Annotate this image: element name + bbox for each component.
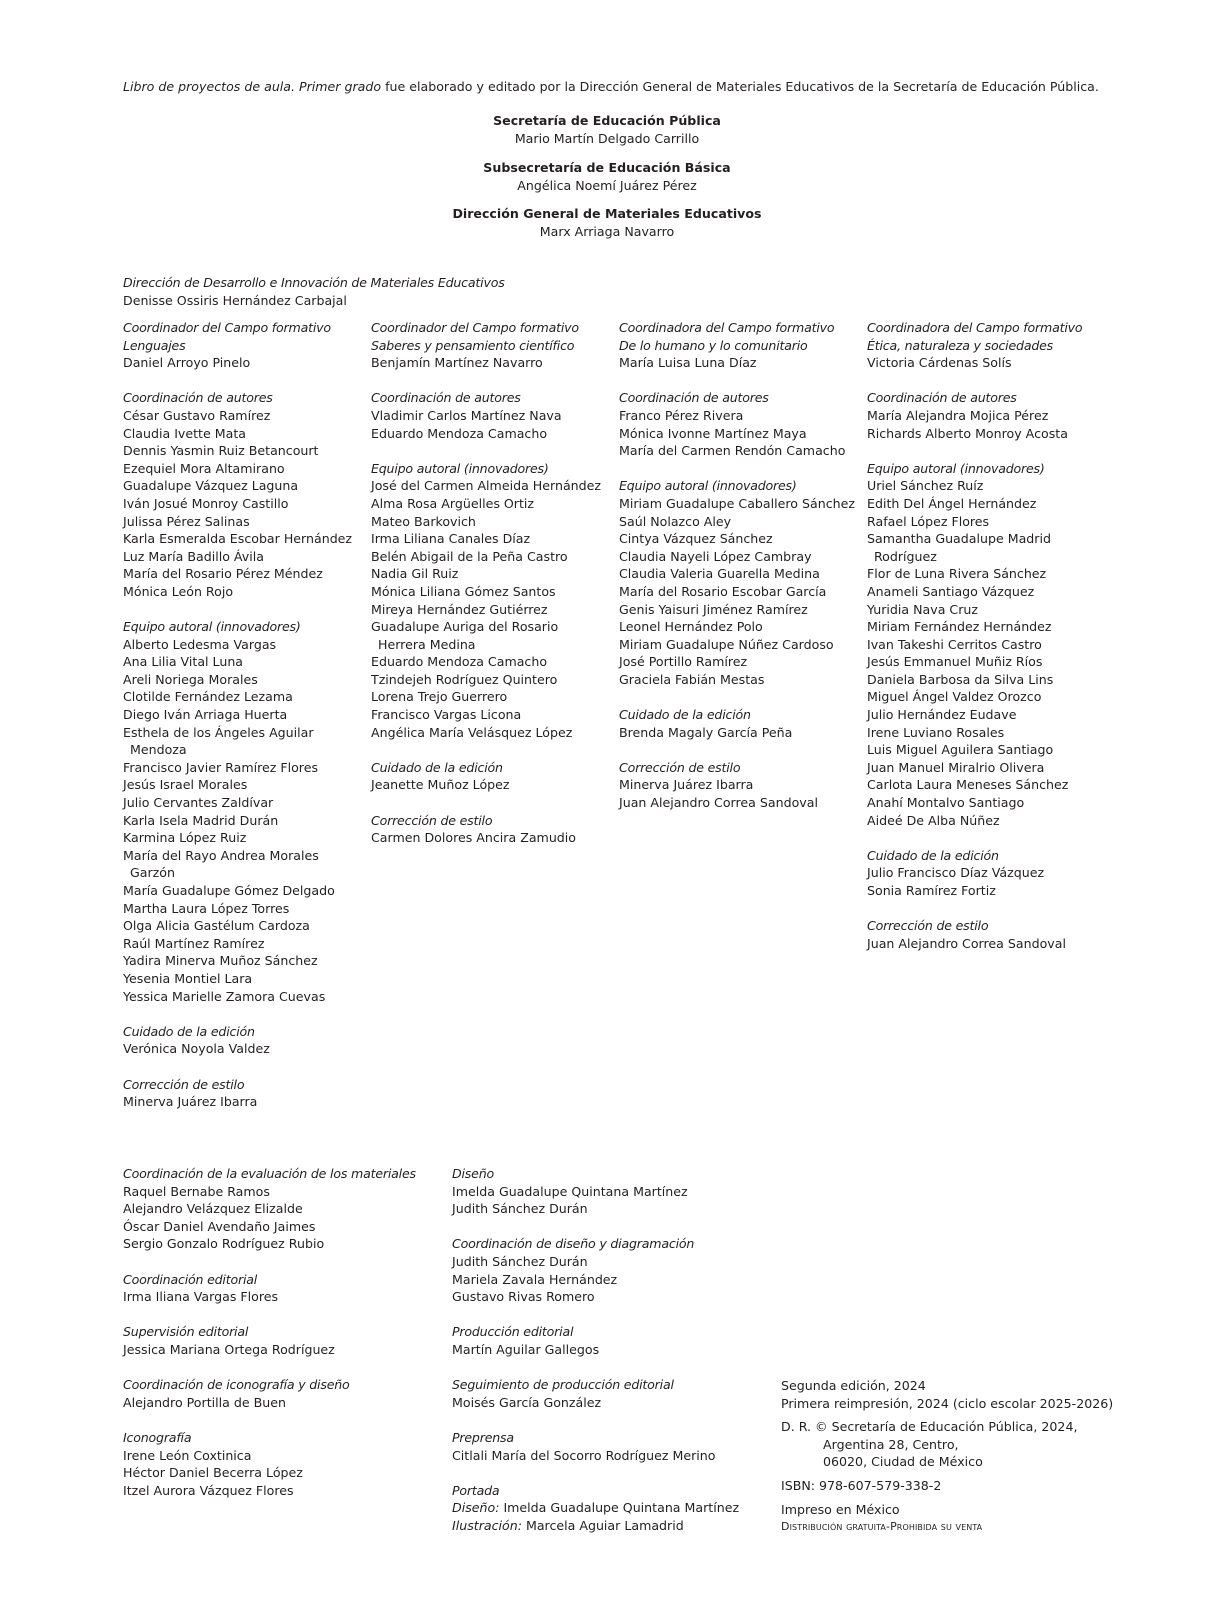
credit-name: Martha Laura López Torres	[123, 900, 290, 916]
intro-rest: fue elaborado y editado por la Dirección General de Materiales Educativos de la Secretaría de Educación Pública.	[381, 79, 1099, 94]
credit-name: Alejandro Portilla de Buen	[123, 1394, 286, 1410]
credit-name: Lorena Trejo Guerrero	[371, 689, 508, 705]
section-gap	[371, 372, 611, 390]
credit-name: Angélica María Velásquez López	[371, 724, 573, 740]
credit-name: César Gustavo Ramírez	[123, 407, 271, 423]
credit-label: Diseño:	[452, 1500, 500, 1516]
credit-name: Graciela Fabián Mestas	[619, 671, 765, 687]
credit-name: Mónica León Rojo	[123, 583, 234, 599]
credit-name: Karla Esmeralda Escobar Hernández	[123, 531, 353, 547]
credit-name: Anahí Montalvo Santiago	[867, 795, 1025, 811]
credit-name: Ezequiel Mora Altamirano	[123, 460, 285, 476]
role-heading: Cuidado de la edición	[867, 847, 999, 863]
labeled-credit	[452, 1499, 772, 1517]
credit-label: Ilustración:	[452, 1517, 522, 1533]
credit-name: Julio Francisco Díaz Vázquez	[867, 865, 1045, 881]
role-heading: Coordinación de autores	[371, 390, 521, 406]
role-heading: Equipo autoral (innovadores)	[867, 460, 1045, 476]
credit-name: Julio Cervantes Zaldívar	[123, 795, 274, 811]
role-heading: Cuidado de la edición	[371, 759, 503, 775]
role-heading: Coordinador del Campo formativo	[371, 320, 579, 335]
section-gap	[123, 1005, 363, 1023]
role-heading: Saberes y pensamiento científico	[371, 337, 575, 353]
credit-name: Eduardo Mendoza Camacho	[371, 654, 548, 670]
authority-person: Mario Martín Delgado Carrillo	[514, 130, 700, 146]
credit-name: Guadalupe Auriga del Rosario	[371, 619, 559, 635]
credit-name: Alberto Ledesma Vargas	[123, 636, 277, 652]
distribution-notice: Distribución gratuita-Prohibida su venta	[781, 1520, 983, 1534]
credit-name: María Guadalupe Gómez Delgado	[123, 883, 335, 898]
credit-name: Victoria Cárdenas Solís	[867, 355, 1012, 371]
credit-name: María del Rosario Pérez Méndez	[123, 566, 323, 582]
section-gap	[452, 1359, 772, 1377]
role-heading: Diseño	[452, 1166, 494, 1181]
credit-name: Mónica Ivonne Martínez Maya	[619, 425, 807, 441]
credit-name: Irene León Coxtinica	[123, 1447, 252, 1463]
credit-name: Jeanette Muñoz López	[371, 777, 510, 793]
credit-name: Esthela de los Ángeles Aguilar	[123, 724, 314, 740]
authority-sep	[0, 112, 1214, 147]
credit-name: Uriel Sánchez Ruíz	[867, 478, 984, 494]
credit-name: Ivan Takeshi Cerritos Castro	[867, 636, 1042, 652]
credit-name: Miriam Guadalupe Núñez Cardoso	[619, 636, 834, 652]
authority-dgme	[0, 205, 1214, 240]
credits-column-etica	[867, 319, 1107, 952]
role-heading: Equipo autoral (innovadores)	[371, 460, 549, 476]
reprint-line: Primera reimpresión, 2024 (ciclo escolar 2025-2026)	[781, 1395, 1114, 1411]
credit-name: Mireya Hernández Gutiérrez	[371, 601, 548, 617]
imprint-block	[781, 1377, 1113, 1536]
credits-bottom-middle	[452, 1165, 772, 1534]
section-gap	[123, 372, 363, 390]
credit-name: Juan Alejandro Correa Sandoval	[619, 795, 818, 811]
printed-line: Impreso en México	[781, 1501, 900, 1517]
role-heading: Lenguajes	[123, 337, 186, 353]
intro-statement	[123, 79, 1099, 94]
credit-name: Carmen Dolores Ancira Zamudio	[371, 830, 576, 846]
credit-name: Daniela Barbosa da Silva Lins	[867, 671, 1054, 687]
role-heading: Coordinación de autores	[123, 390, 273, 406]
section-gap	[371, 794, 611, 812]
credit-name: Mateo Barkovich	[371, 513, 476, 529]
credit-name: Genis Yaisuri Jiménez Ramírez	[619, 601, 808, 617]
credit-name: Ana Lilia Vital Luna	[123, 654, 244, 670]
section-gap	[867, 442, 1107, 460]
role-heading: Portada	[452, 1482, 500, 1498]
role-heading: De lo humano y lo comunitario	[619, 337, 808, 353]
credit-name: Citlali María del Socorro Rodríguez Merino	[452, 1447, 716, 1463]
role-heading: Supervisión editorial	[123, 1324, 249, 1340]
credit-name: Julio Hernández Eudave	[867, 707, 1017, 723]
section-gap	[123, 1058, 363, 1076]
role-heading: Cuidado de la edición	[619, 707, 751, 723]
credit-name: Saúl Nolazco Aley	[619, 513, 732, 529]
credit-name: Jesús Israel Morales	[123, 777, 248, 793]
credit-name: Samantha Guadalupe Madrid	[867, 531, 1051, 547]
section-gap	[123, 1411, 443, 1429]
credit-name: Sonia Ramírez Fortiz	[867, 883, 996, 898]
credit-name: Julissa Pérez Salinas	[123, 513, 250, 529]
credit-name: Claudia Valeria Guarella Medina	[619, 566, 820, 582]
credits-bottom-left	[123, 1165, 443, 1499]
isbn-line: ISBN: 978-607-579-338-2	[781, 1477, 942, 1493]
section-gap	[123, 601, 363, 619]
role-heading: Seguimiento de producción editorial	[452, 1377, 674, 1393]
role-heading: Coordinadora del Campo formativo	[619, 320, 835, 335]
credit-name: Franco Pérez Rivera	[619, 407, 744, 423]
rights-line: D. R. © Secretaría de Educación Pública, 2024,	[781, 1419, 1078, 1435]
role-heading: Coordinación de iconografía y diseño	[123, 1377, 350, 1393]
role-heading: Corrección de estilo	[867, 918, 989, 934]
credit-name: Miriam Guadalupe Caballero Sánchez	[619, 495, 855, 511]
authority-org: Secretaría de Educación Pública	[493, 113, 721, 128]
credit-name: Itzel Aurora Vázquez Flores	[123, 1482, 294, 1498]
credit-name: Dennis Yasmin Ruiz Betancourt	[123, 443, 319, 459]
role-heading: Equipo autoral (innovadores)	[123, 619, 301, 635]
credit-name: Claudia Ivette Mata	[123, 425, 246, 441]
credit-name: Iván Josué Monroy Castillo	[123, 495, 289, 511]
credit-name: María Alejandra Mojica Pérez	[867, 407, 1049, 423]
credit-name: Irma Iliana Vargas Flores	[123, 1289, 279, 1305]
credit-name: Vladimir Carlos Martínez Nava	[371, 407, 562, 423]
credit-name: Sergio Gonzalo Rodríguez Rubio	[123, 1236, 325, 1252]
credit-name: Jesús Emmanuel Muñiz Ríos	[867, 654, 1043, 670]
credit-name: Mónica Liliana Gómez Santos	[371, 583, 556, 599]
credit-name: Alejandro Velázquez Elizalde	[123, 1201, 303, 1217]
authority-org: Subsecretaría de Educación Básica	[483, 160, 731, 175]
address-line: Argentina 28, Centro,	[823, 1436, 959, 1452]
credit-name: Yesenia Montiel Lara	[123, 970, 253, 986]
role-heading: Coordinador del Campo formativo	[123, 320, 331, 335]
credit-name: María del Rosario Escobar García	[619, 583, 827, 599]
edition-line: Segunda edición, 2024	[781, 1378, 926, 1393]
credit-name: Daniel Arroyo Pinelo	[123, 355, 251, 371]
credit-name: Aideé De Alba Núñez	[867, 812, 1000, 828]
credit-name: Diego Iván Arriaga Huerta	[123, 707, 288, 723]
credits-column-lenguajes	[123, 319, 363, 1111]
credit-name: Guadalupe Vázquez Laguna	[123, 478, 299, 494]
role-heading: Corrección de estilo	[371, 812, 493, 828]
credit-name: Benjamín Martínez Navarro	[371, 355, 543, 371]
section-gap	[371, 442, 611, 460]
credit-name: Juan Manuel Miralrio Olivera	[867, 759, 1045, 775]
credit-name: Judith Sánchez Durán	[452, 1201, 588, 1217]
credit-name-continuation: Mendoza	[130, 742, 187, 758]
credit-name: Leonel Hernández Polo	[619, 619, 763, 635]
credit-name: Minerva Juárez Ibarra	[619, 777, 754, 793]
credit-name: Tzindejeh Rodríguez Quintero	[371, 671, 558, 687]
direction-person: Denisse Ossiris Hernández Carbajal	[123, 292, 347, 308]
credit-name: Minerva Juárez Ibarra	[123, 1094, 258, 1110]
authority-org: Dirección General de Materiales Educativos	[452, 206, 762, 221]
section-gap	[123, 1253, 443, 1271]
credit-name: Verónica Noyola Valdez	[123, 1041, 270, 1057]
credit-name: Juan Alejandro Correa Sandoval	[867, 935, 1066, 951]
section-gap	[452, 1306, 772, 1324]
credit-name: Raúl Martínez Ramírez	[123, 935, 265, 951]
credit-name-continuation: Garzón	[130, 865, 175, 881]
credit-name: Claudia Nayeli López Cambray	[619, 548, 812, 564]
credit-name: Imelda Guadalupe Quintana Martínez	[452, 1183, 688, 1199]
credit-name: Yadira Minerva Muñoz Sánchez	[123, 953, 318, 969]
credit-name: Edith Del Ángel Hernández	[867, 495, 1037, 511]
address-line: 06020, Ciudad de México	[823, 1454, 983, 1470]
role-heading: Coordinación de autores	[619, 390, 769, 406]
section-gap	[867, 829, 1107, 847]
credit-name: Flor de Luna Rivera Sánchez	[867, 566, 1047, 582]
credit-name-continuation: Herrera Medina	[378, 636, 476, 652]
role-heading: Corrección de estilo	[619, 759, 741, 775]
credit-name: María del Carmen Rendón Camacho	[619, 443, 846, 459]
credit-name: Eduardo Mendoza Camacho	[371, 425, 548, 441]
credit-name-continuation: Rodríguez	[874, 548, 937, 564]
credit-name: Brenda Magaly García Peña	[619, 724, 793, 740]
credit-name: Francisco Javier Ramírez Flores	[123, 759, 319, 775]
section-gap	[619, 741, 859, 759]
section-gap	[123, 1359, 443, 1377]
credits-column-humano	[619, 319, 859, 812]
credit-name: Mariela Zavala Hernández	[452, 1271, 618, 1287]
credit-name: Irene Luviano Rosales	[867, 724, 1005, 740]
credit-name: Carlota Laura Meneses Sánchez	[867, 777, 1069, 793]
credit-name: Raquel Bernabe Ramos	[123, 1183, 270, 1199]
section-gap	[619, 372, 859, 390]
section-gap	[452, 1411, 772, 1429]
credit-name: Irma Liliana Canales Díaz	[371, 531, 531, 547]
credit-name: Imelda Guadalupe Quintana Martínez	[503, 1500, 740, 1516]
role-heading: Preprensa	[452, 1429, 514, 1445]
credit-name: Francisco Vargas Licona	[371, 707, 522, 723]
credit-name: María del Rayo Andrea Morales	[123, 847, 319, 863]
credit-name: Judith Sánchez Durán	[452, 1253, 588, 1269]
authority-person: Marx Arriaga Navarro	[539, 223, 675, 239]
credit-name: Martín Aguilar Gallegos	[452, 1341, 600, 1357]
credit-name: Yuridia Nava Cruz	[867, 601, 978, 617]
role-heading: Coordinación de la evaluación de los materiales	[123, 1166, 416, 1181]
credit-name: Richards Alberto Monroy Acosta	[867, 425, 1068, 441]
authority-person: Angélica Noemí Juárez Pérez	[517, 177, 697, 193]
direction-title: Dirección de Desarrollo e Innovación de Materiales Educativos	[123, 275, 505, 290]
credit-name: María Luisa Luna Díaz	[619, 355, 757, 371]
section-gap	[867, 900, 1107, 918]
credit-name: José Portillo Ramírez	[619, 654, 748, 670]
role-heading: Coordinación de autores	[867, 390, 1017, 406]
credit-name: Miriam Fernández Hernández	[867, 619, 1052, 635]
role-heading: Ética, naturaleza y sociedades	[867, 337, 1054, 353]
credit-name: Marcela Aguiar Lamadrid	[525, 1517, 684, 1533]
credit-name: Karla Isela Madrid Durán	[123, 812, 279, 828]
credit-name: Gustavo Rivas Romero	[452, 1289, 595, 1305]
credit-name: Areli Noriega Morales	[123, 671, 258, 687]
credit-name: Miguel Ángel Valdez Orozco	[867, 689, 1042, 705]
credit-name: Alma Rosa Argüelles Ortiz	[371, 495, 535, 511]
credit-name: Belén Abigail de la Peña Castro	[371, 548, 568, 564]
credit-name: Clotilde Fernández Lezama	[123, 689, 293, 705]
role-heading: Equipo autoral (innovadores)	[619, 478, 797, 494]
credits-column-saberes	[371, 319, 611, 847]
credit-name: Luz María Badillo Ávila	[123, 548, 264, 564]
role-heading: Corrección de estilo	[123, 1076, 245, 1092]
credit-name: Moisés García González	[452, 1394, 602, 1410]
credit-name: Karmina López Ruiz	[123, 830, 247, 846]
section-gap	[452, 1218, 772, 1236]
role-heading: Producción editorial	[452, 1324, 574, 1340]
role-heading: Coordinadora del Campo formativo	[867, 320, 1083, 335]
role-heading: Cuidado de la edición	[123, 1023, 255, 1039]
credit-name: Cintya Vázquez Sánchez	[619, 531, 773, 547]
credit-name: Olga Alicia Gastélum Cardoza	[123, 918, 310, 934]
credit-name: Nadia Gil Ruiz	[371, 566, 459, 582]
credit-name: Yessica Marielle Zamora Cuevas	[123, 988, 326, 1004]
credit-name: Anameli Santiago Vázquez	[867, 583, 1035, 599]
section-gap	[452, 1464, 772, 1482]
credit-name: Rafael López Flores	[867, 513, 990, 529]
section-gap	[619, 688, 859, 706]
role-heading: Coordinación editorial	[123, 1271, 258, 1287]
authority-seb	[0, 159, 1214, 194]
section-gap	[123, 1306, 443, 1324]
credit-name: Jessica Mariana Ortega Rodríguez	[123, 1341, 335, 1357]
role-heading: Coordinación de diseño y diagramación	[452, 1236, 695, 1252]
section-gap	[371, 741, 611, 759]
role-heading: Iconografía	[123, 1429, 192, 1445]
credit-name: Héctor Daniel Becerra López	[123, 1465, 303, 1481]
section-gap	[619, 460, 859, 478]
labeled-credit	[452, 1517, 772, 1535]
book-title: Libro de proyectos de aula. Primer grado	[123, 79, 382, 94]
section-gap	[867, 372, 1107, 390]
direction-block	[123, 274, 505, 309]
credit-name: Óscar Daniel Avendaño Jaimes	[123, 1218, 316, 1234]
credit-name: José del Carmen Almeida Hernández	[371, 478, 601, 494]
credit-name: Luis Miguel Aguilera Santiago	[867, 742, 1054, 758]
